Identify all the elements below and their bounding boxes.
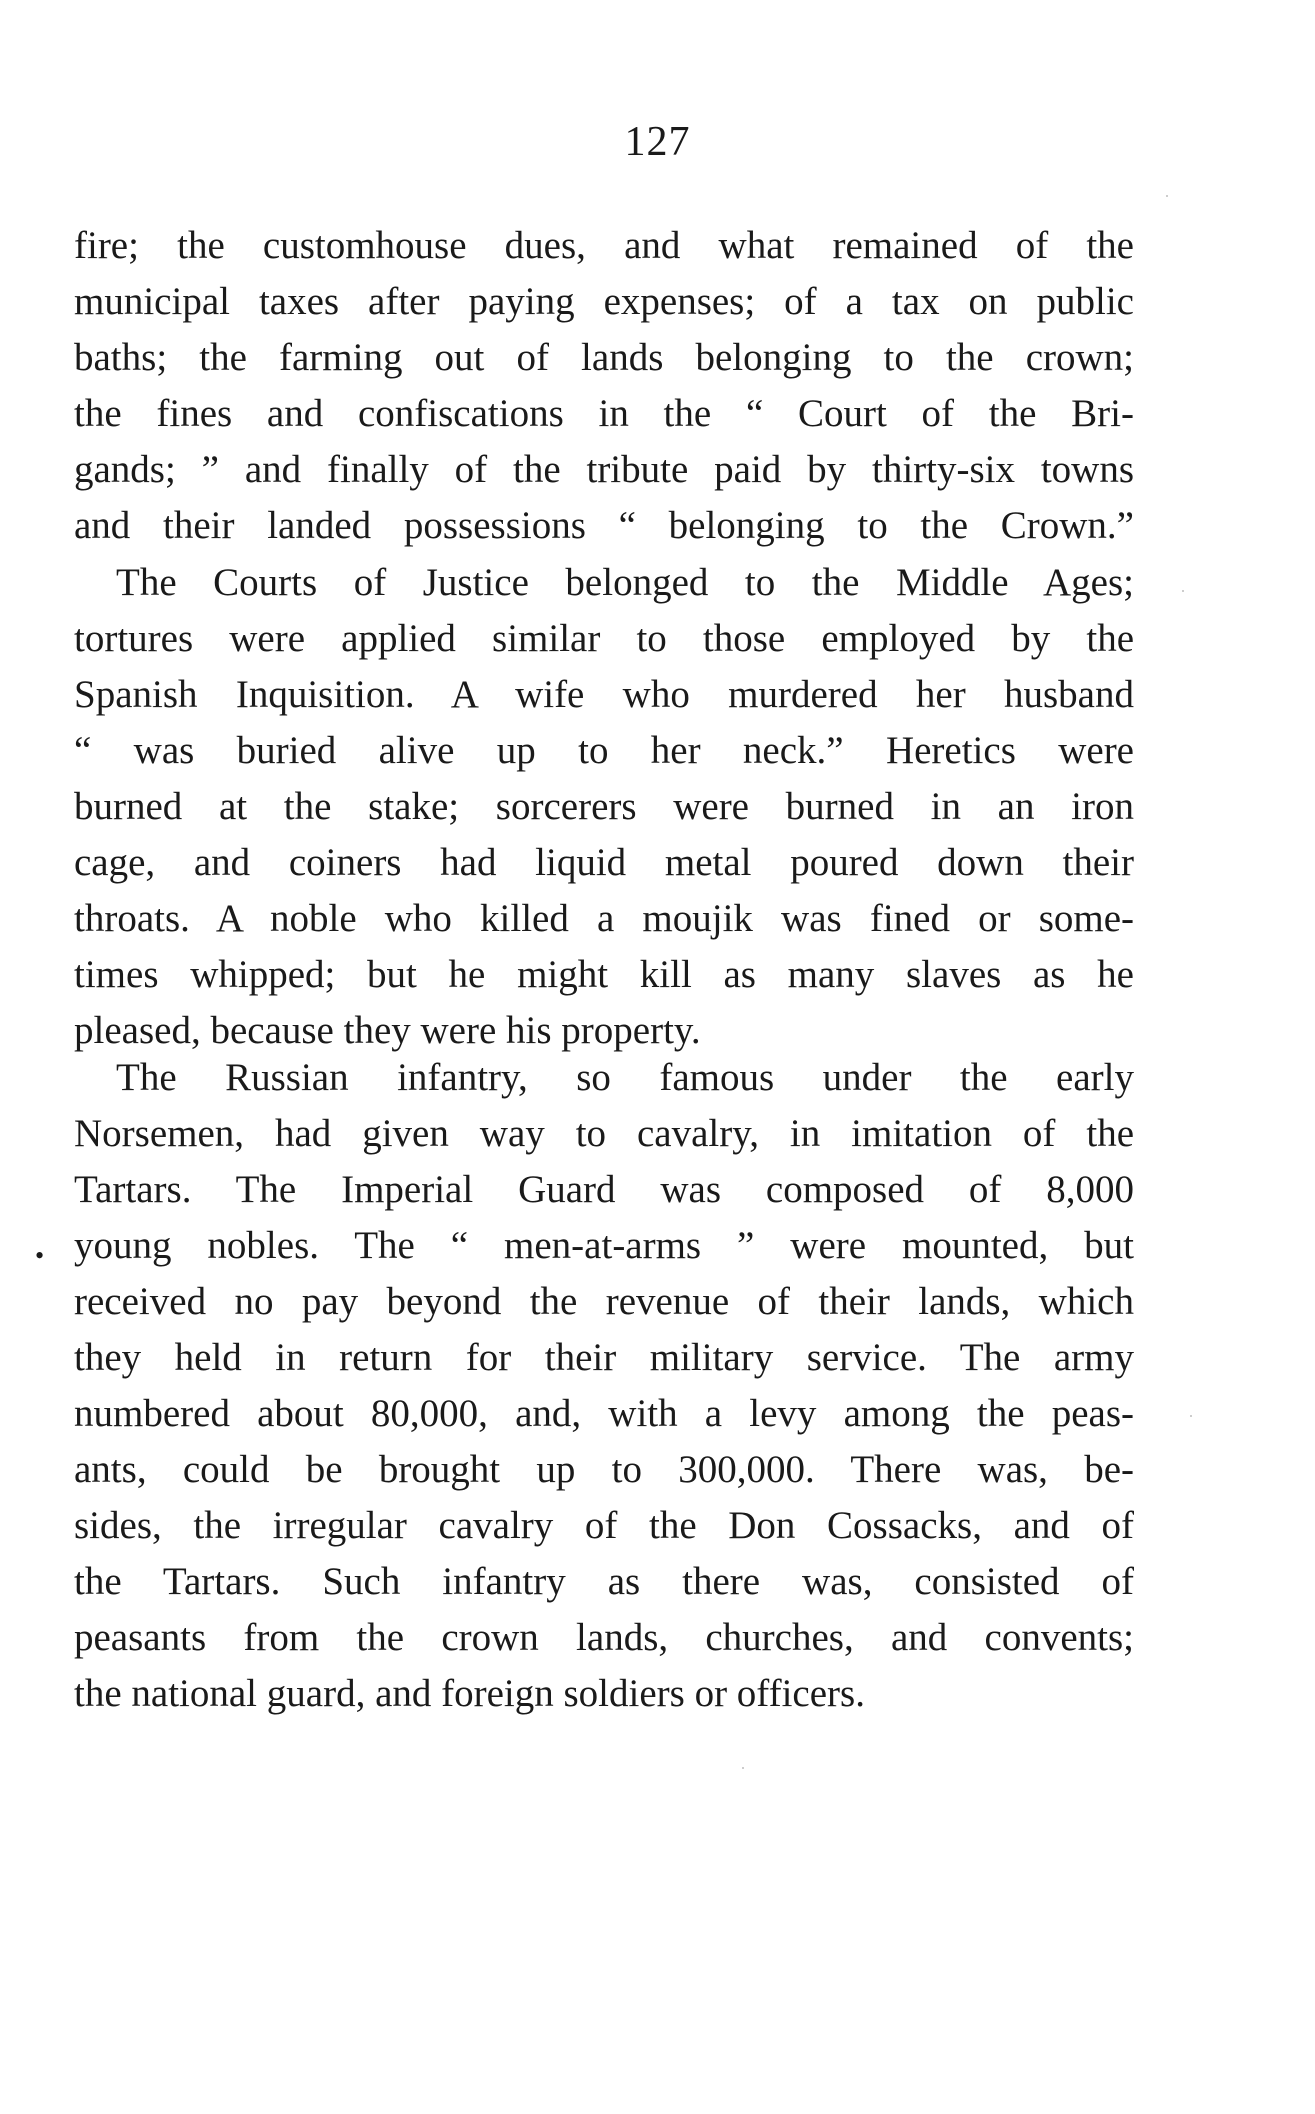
- margin-mark: •: [35, 1241, 45, 1270]
- text-line: The Courts of Justice belonged to the Middle Ages;: [116, 561, 1134, 604]
- text-line: and their landed possessions “ belonging to the Crown.”: [74, 504, 1134, 547]
- text-line: numbered about 80,000, and, with a levy among the peas-: [74, 1392, 1134, 1435]
- text-line: sides, the irregular cavalry of the Don Cossacks, and of: [74, 1504, 1134, 1547]
- paragraph-1: [74, 218, 1134, 554]
- text-line: Tartars. The Imperial Guard was composed of 8,000: [74, 1168, 1134, 1211]
- paper-speck: [1190, 1415, 1192, 1417]
- text-line: Norsemen, had given way to cavalry, in imitation of the: [74, 1112, 1134, 1155]
- text-line: The Russian infantry, so famous under the early: [116, 1056, 1134, 1099]
- text-line: gands; ” and finally of the tribute paid by thirty-six towns: [74, 448, 1134, 491]
- paper-speck: [742, 1767, 744, 1769]
- text-line: municipal taxes after paying expenses; of a tax on public: [74, 280, 1134, 323]
- paragraph-3: [74, 1050, 1134, 1722]
- text-line: the fines and confiscations in the “ Court of the Bri-: [74, 392, 1134, 435]
- page-number: 127: [624, 119, 691, 165]
- text-line: peasants from the crown lands, churches, and convents;: [74, 1616, 1134, 1659]
- text-line: cage, and coiners had liquid metal poured down their: [74, 841, 1134, 884]
- text-line: “ was buried alive up to her neck.” Heretics were: [74, 729, 1134, 772]
- text-line: Spanish Inquisition. A wife who murdered her husband: [74, 673, 1134, 716]
- text-line: young nobles. The “ men-at-arms ” were mounted, but: [74, 1224, 1134, 1267]
- text-line: pleased, because they were his property.: [74, 1009, 701, 1052]
- paragraph-2: [74, 555, 1134, 1059]
- text-line: they held in return for their military service. The army: [74, 1336, 1134, 1379]
- text-line: the national guard, and foreign soldiers or officers.: [74, 1672, 865, 1715]
- text-line: baths; the farming out of lands belonging to the crown;: [74, 336, 1134, 379]
- text-line: the Tartars. Such infantry as there was, consisted of: [74, 1560, 1134, 1603]
- text-line: received no pay beyond the revenue of their lands, which: [74, 1280, 1134, 1323]
- text-line: burned at the stake; sorcerers were burned in an iron: [74, 785, 1134, 828]
- paper-speck: [1182, 590, 1184, 592]
- text-line: tortures were applied similar to those employed by the: [74, 617, 1134, 660]
- paper-speck: [1166, 195, 1168, 197]
- text-line: throats. A noble who killed a moujik was fined or some-: [74, 897, 1134, 940]
- text-line: times whipped; but he might kill as many slaves as he: [74, 953, 1134, 996]
- text-line: fire; the customhouse dues, and what remained of the: [74, 224, 1134, 267]
- text-line: ants, could be brought up to 300,000. There was, be-: [74, 1448, 1134, 1491]
